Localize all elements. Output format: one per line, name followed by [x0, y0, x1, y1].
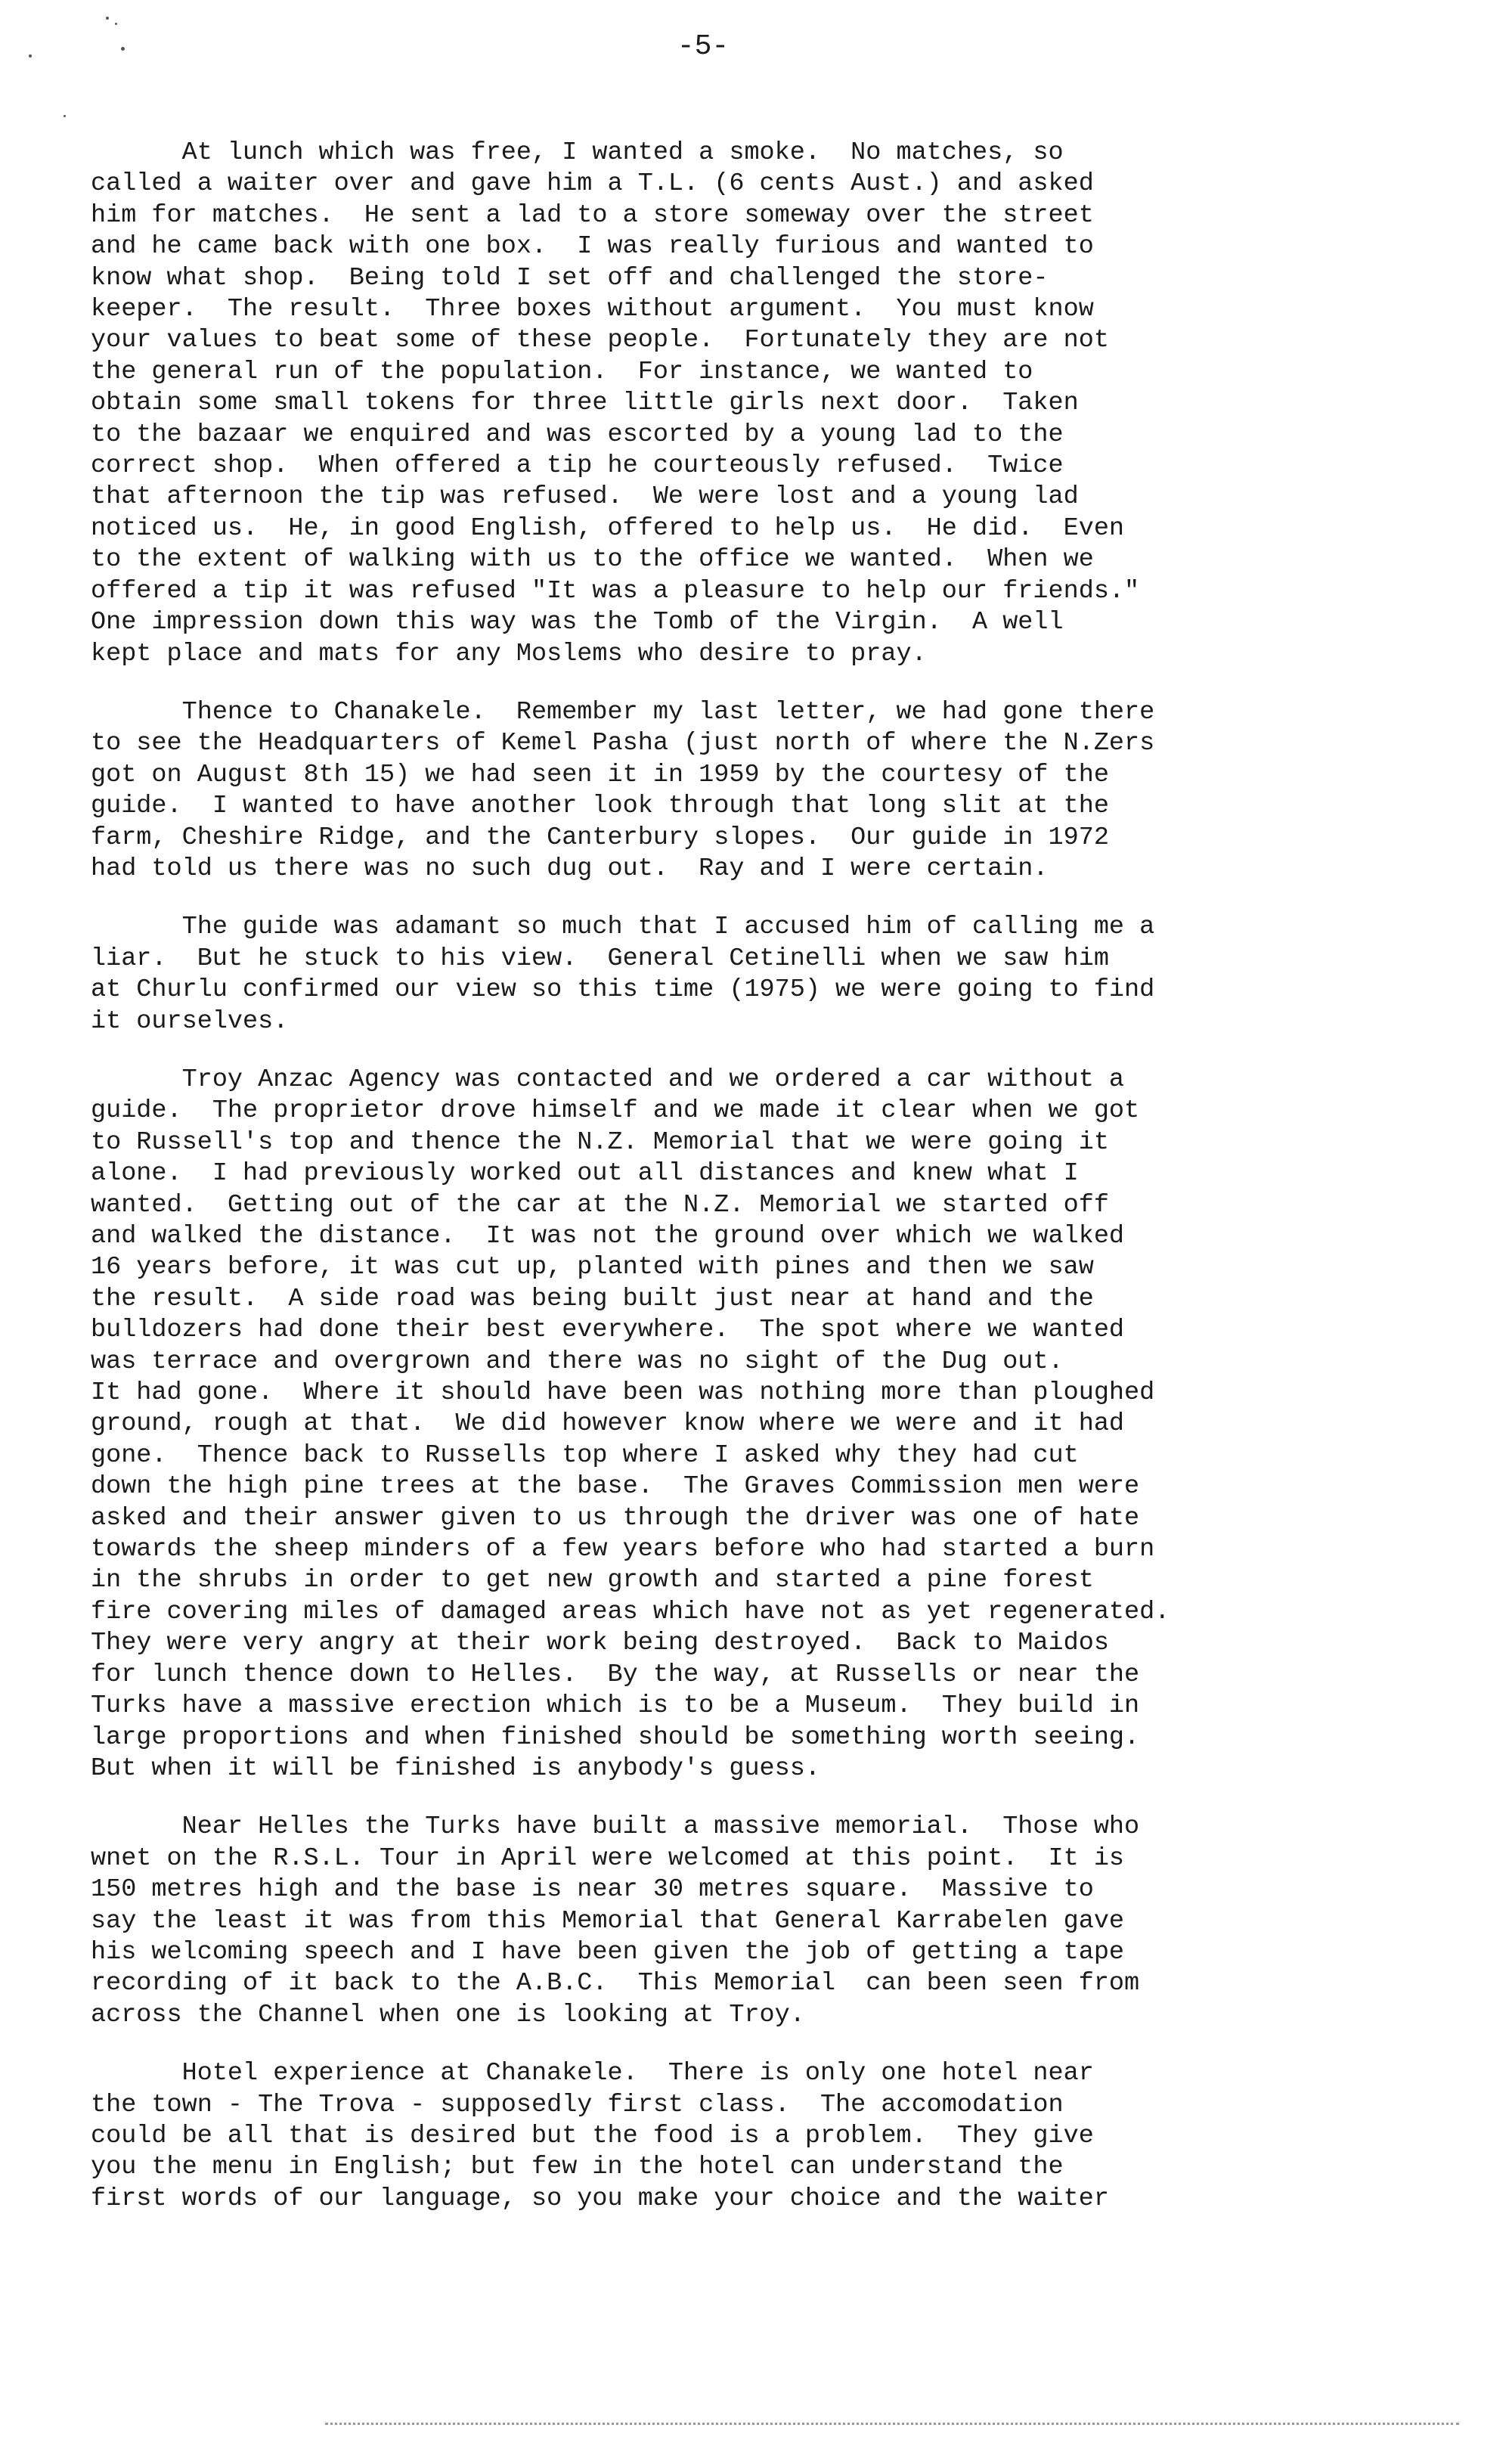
text-line: recording of it back to the A.B.C. This Memorial can been seen from — [91, 1969, 1140, 1998]
text-line: guide. The proprietor drove himself and we made it clear when we got — [91, 1096, 1140, 1126]
text-line: At lunch which was free, I wanted a smoke. No matches, so — [91, 138, 1064, 167]
text-line: for lunch thence down to Helles. By the way, at Russells or near the — [91, 1660, 1140, 1689]
text-line: wnet on the R.S.L. Tour in April were welcomed at this point. It is — [91, 1843, 1125, 1873]
text-line: to Russell's top and thence the N.Z. Memorial that we were going it — [91, 1127, 1109, 1157]
text-line: 150 metres high and the base is near 30 metres square. Massive to — [91, 1875, 1094, 1905]
text-line: offered a tip it was refused "It was a pleasure to help our friends." — [91, 576, 1140, 606]
scan-speck — [64, 115, 66, 117]
text-line: Thence to Chanakele. Remember my last letter, we had gone there — [91, 697, 1155, 727]
text-line: towards the sheep minders of a few years before who had started a burn — [91, 1535, 1155, 1564]
scan-speck — [106, 17, 109, 20]
text-line: bulldozers had done their best everywhere. The spot where we wanted — [91, 1316, 1125, 1345]
scan-speck — [115, 23, 117, 25]
text-line: at Churlu confirmed our view so this time (1975) we were going to find — [91, 975, 1155, 1005]
text-line: ground, rough at that. We did however know where we were and it had — [91, 1409, 1125, 1439]
text-line: across the Channel when one is looking at Troy. — [91, 2000, 805, 2029]
text-line: could be all that is desired but the food is a problem. They give — [91, 2121, 1094, 2150]
letter-body — [91, 138, 1421, 2242]
paragraph-troy-anzac — [91, 1065, 1421, 1784]
scan-speck — [29, 54, 32, 57]
text-line: called a waiter over and gave him a T.L. (6 cents Aust.) and asked — [91, 169, 1094, 199]
text-line: had told us there was no such dug out. Ray and I were certain. — [91, 854, 1049, 883]
text-line: But when it will be finished is anybody's guess. — [91, 1753, 820, 1783]
text-line: alone. I had previously worked out all distances and knew what I — [91, 1159, 1079, 1189]
text-line: to the extent of walking with us to the office we wanted. When we — [91, 545, 1094, 575]
text-line: keeper. The result. Three boxes without argument. You must know — [91, 295, 1094, 324]
text-line: your values to beat some of these people. Fortunately they are not — [91, 326, 1109, 355]
text-line: know what shop. Being told I set off and challenged the store- — [91, 263, 1049, 293]
text-line: Near Helles the Turks have built a massive memorial. Those who — [91, 1812, 1140, 1842]
text-line: They were very angry at their work being destroyed. Back to Maidos — [91, 1629, 1109, 1658]
text-line: One impression down this way was the Tomb of the Virgin. A well — [91, 608, 1064, 637]
text-line: obtain some small tokens for three little girls next door. Taken — [91, 389, 1079, 418]
text-line: and he came back with one box. I was really furious and wanted to — [91, 232, 1094, 262]
text-line: Troy Anzac Agency was contacted and we ordered a car without a — [91, 1065, 1125, 1094]
text-line: liar. But he stuck to his view. General Cetinelli when we saw him — [91, 944, 1109, 973]
text-line: gone. Thence back to Russells top where I asked why they had cut — [91, 1440, 1079, 1470]
text-line: kept place and mats for any Moslems who desire to pray. — [91, 639, 927, 668]
text-line: fire covering miles of damaged areas which have not as yet regenerated. — [91, 1597, 1170, 1626]
text-line: the town - The Trova - supposedly first class. The accomodation — [91, 2090, 1064, 2119]
scan-speck — [121, 47, 125, 51]
text-line: you the menu in English; but few in the hotel can understand the — [91, 2153, 1064, 2182]
text-line: Turks have a massive erection which is to be a Museum. They build in — [91, 1691, 1140, 1721]
text-line: him for matches. He sent a lad to a store someway over the street — [91, 200, 1094, 230]
text-line: asked and their answer given to us through the driver was one of hate — [91, 1503, 1140, 1533]
paragraph-helles-memorial — [91, 1812, 1421, 2031]
page-number: -5- — [677, 30, 730, 63]
text-line: the result. A side road was being built just near at hand and the — [91, 1284, 1094, 1313]
text-line: farm, Cheshire Ridge, and the Canterbury slopes. Our guide in 1972 — [91, 823, 1109, 852]
scan-edge-marks — [325, 2423, 1459, 2425]
text-line: 16 years before, it was cut up, planted with pines and then we saw — [91, 1253, 1094, 1282]
text-line: to see the Headquarters of Kemel Pasha (just north of where the N.Zers — [91, 729, 1155, 758]
paragraph-chanakele — [91, 697, 1421, 885]
text-line: that afternoon the tip was refused. We were lost and a young lad — [91, 482, 1079, 512]
text-line: wanted. Getting out of the car at the N.Z. Memorial we started off — [91, 1190, 1109, 1220]
paragraph-hotel — [91, 2058, 1421, 2215]
text-line: it ourselves. — [91, 1006, 289, 1036]
text-line: large proportions and when finished should be something worth seeing. — [91, 1722, 1140, 1752]
text-line: Hotel experience at Chanakele. There is only one hotel near — [91, 2059, 1094, 2088]
text-line: to the bazaar we enquired and was escorted by a young lad to the — [91, 420, 1064, 449]
text-line: say the least it was from this Memorial that General Karrabelen gave — [91, 1906, 1125, 1936]
text-line: first words of our language, so you make your choice and the waiter — [91, 2184, 1109, 2213]
paragraph-guide — [91, 912, 1421, 1037]
text-line: It had gone. Where it should have been was nothing more than ploughed — [91, 1378, 1155, 1408]
text-line: noticed us. He, in good English, offered to help us. He did. Even — [91, 513, 1125, 543]
text-line: down the high pine trees at the base. The Graves Commission men were — [91, 1472, 1140, 1502]
text-line: The guide was adamant so much that I accused him of calling me a — [91, 913, 1155, 942]
text-line: in the shrubs in order to get new growth and started a pine forest — [91, 1566, 1094, 1595]
text-line: his welcoming speech and I have been given the job of getting a tape — [91, 1937, 1125, 1967]
text-line: the general run of the population. For instance, we wanted to — [91, 357, 1033, 386]
paragraph-lunch — [91, 138, 1421, 670]
text-line: and walked the distance. It was not the ground over which we walked — [91, 1222, 1125, 1251]
text-line: was terrace and overgrown and there was no sight of the Dug out. — [91, 1347, 1064, 1376]
text-line: got on August 8th 15) we had seen it in 1959 by the courtesy of the — [91, 760, 1109, 789]
text-line: guide. I wanted to have another look through that long slit at the — [91, 792, 1109, 821]
text-line: correct shop. When offered a tip he courteously refused. Twice — [91, 451, 1064, 481]
